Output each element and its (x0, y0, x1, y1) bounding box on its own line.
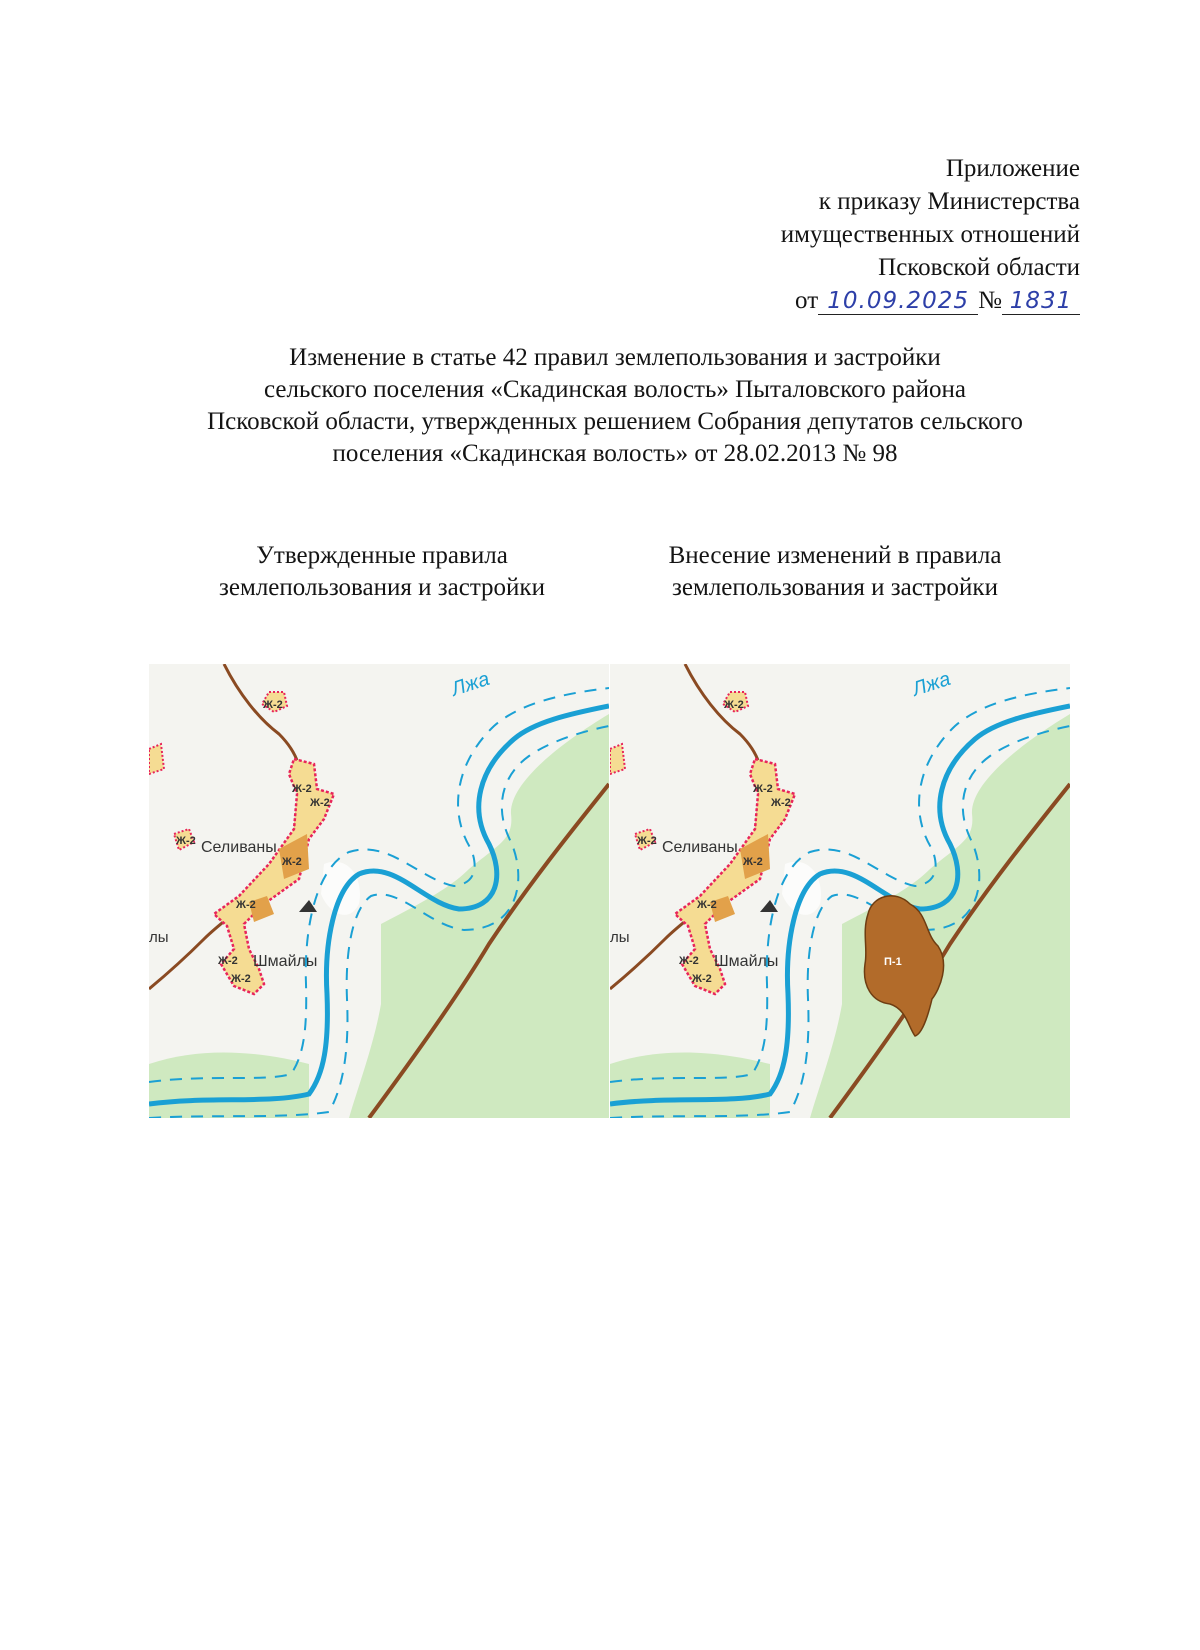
label-zone-zh2: Ж-2 (263, 699, 283, 711)
label-village-shmaily: Шмайлы (714, 953, 779, 970)
caption-right-line-1: Внесение изменений в правила (668, 542, 1002, 569)
zone-zh2-west (610, 744, 625, 774)
date-field (818, 288, 978, 315)
document-title (150, 342, 1080, 470)
number-field (1002, 288, 1080, 315)
forest-area-sw (610, 1052, 770, 1118)
label-zone-zh2: Ж-2 (743, 856, 763, 868)
label-zone-zh2: Ж-2 (218, 955, 238, 967)
label-zone-p1: П-1 (884, 956, 902, 968)
map-approved (149, 664, 609, 1118)
map-approved-svg (149, 664, 609, 1118)
label-zone-zh2: Ж-2 (724, 699, 744, 711)
zone-zh2-west (149, 744, 164, 774)
order-date-number-line (781, 284, 1080, 317)
handwritten-date: 10.09.2025 (827, 288, 969, 314)
label-village-shmaily: Шмайлы (253, 953, 318, 970)
label-zone-zh2: Ж-2 (176, 835, 196, 847)
caption-rule-changes (615, 540, 1055, 604)
map-changes-svg (610, 664, 1070, 1118)
caption-left-line-2: землепользования и застройки (219, 574, 545, 601)
label-zone-zh2: Ж-2 (231, 973, 251, 985)
label-village-selivany: Селиваны (662, 839, 738, 856)
caption-right-line-2: землепользования и застройки (672, 574, 998, 601)
label-zone-zh2: Ж-2 (697, 899, 717, 911)
label-village-selivany: Селиваны (201, 839, 277, 856)
label-river: Лжа (448, 667, 493, 701)
label-zone-zh2: Ж-2 (692, 973, 712, 985)
appendix-line-2: к приказу Министерства (818, 188, 1080, 215)
appendix-line-3: имущественных отношений (780, 221, 1080, 248)
handwritten-number: 1831 (1009, 288, 1073, 314)
label-zone-zh2: Ж-2 (753, 783, 773, 795)
title-line-1: Изменение в статье 42 правил землепользования и застройки (289, 344, 941, 371)
label-river: Лжа (909, 667, 954, 701)
map-changes (610, 664, 1070, 1118)
label-village-cut: лы (149, 929, 169, 946)
date-prefix: от (795, 287, 819, 314)
title-line-2: сельского поселения «Скадинская волость» Пыталовского района (264, 376, 966, 403)
appendix-header (781, 152, 1080, 317)
appendix-line-4: Псковской области (878, 254, 1080, 281)
label-zone-zh2: Ж-2 (282, 856, 302, 868)
label-zone-zh2: Ж-2 (236, 899, 256, 911)
caption-left-line-1: Утвержденные правила (256, 542, 508, 569)
label-zone-zh2: Ж-2 (292, 783, 312, 795)
caption-approved-rules (162, 540, 602, 604)
label-zone-zh2: Ж-2 (310, 797, 330, 809)
title-line-4: поселения «Скадинская волость» от 28.02.2013 № 98 (332, 440, 898, 467)
label-zone-zh2: Ж-2 (637, 835, 657, 847)
label-village-cut: лы (610, 929, 630, 946)
title-line-3: Псковской области, утвержденных решением Собрания депутатов сельского (207, 408, 1023, 435)
label-zone-zh2: Ж-2 (679, 955, 699, 967)
label-zone-zh2: Ж-2 (771, 797, 791, 809)
appendix-line-1: Приложение (945, 155, 1080, 182)
number-prefix: № (978, 287, 1002, 314)
forest-area-sw (149, 1052, 309, 1118)
